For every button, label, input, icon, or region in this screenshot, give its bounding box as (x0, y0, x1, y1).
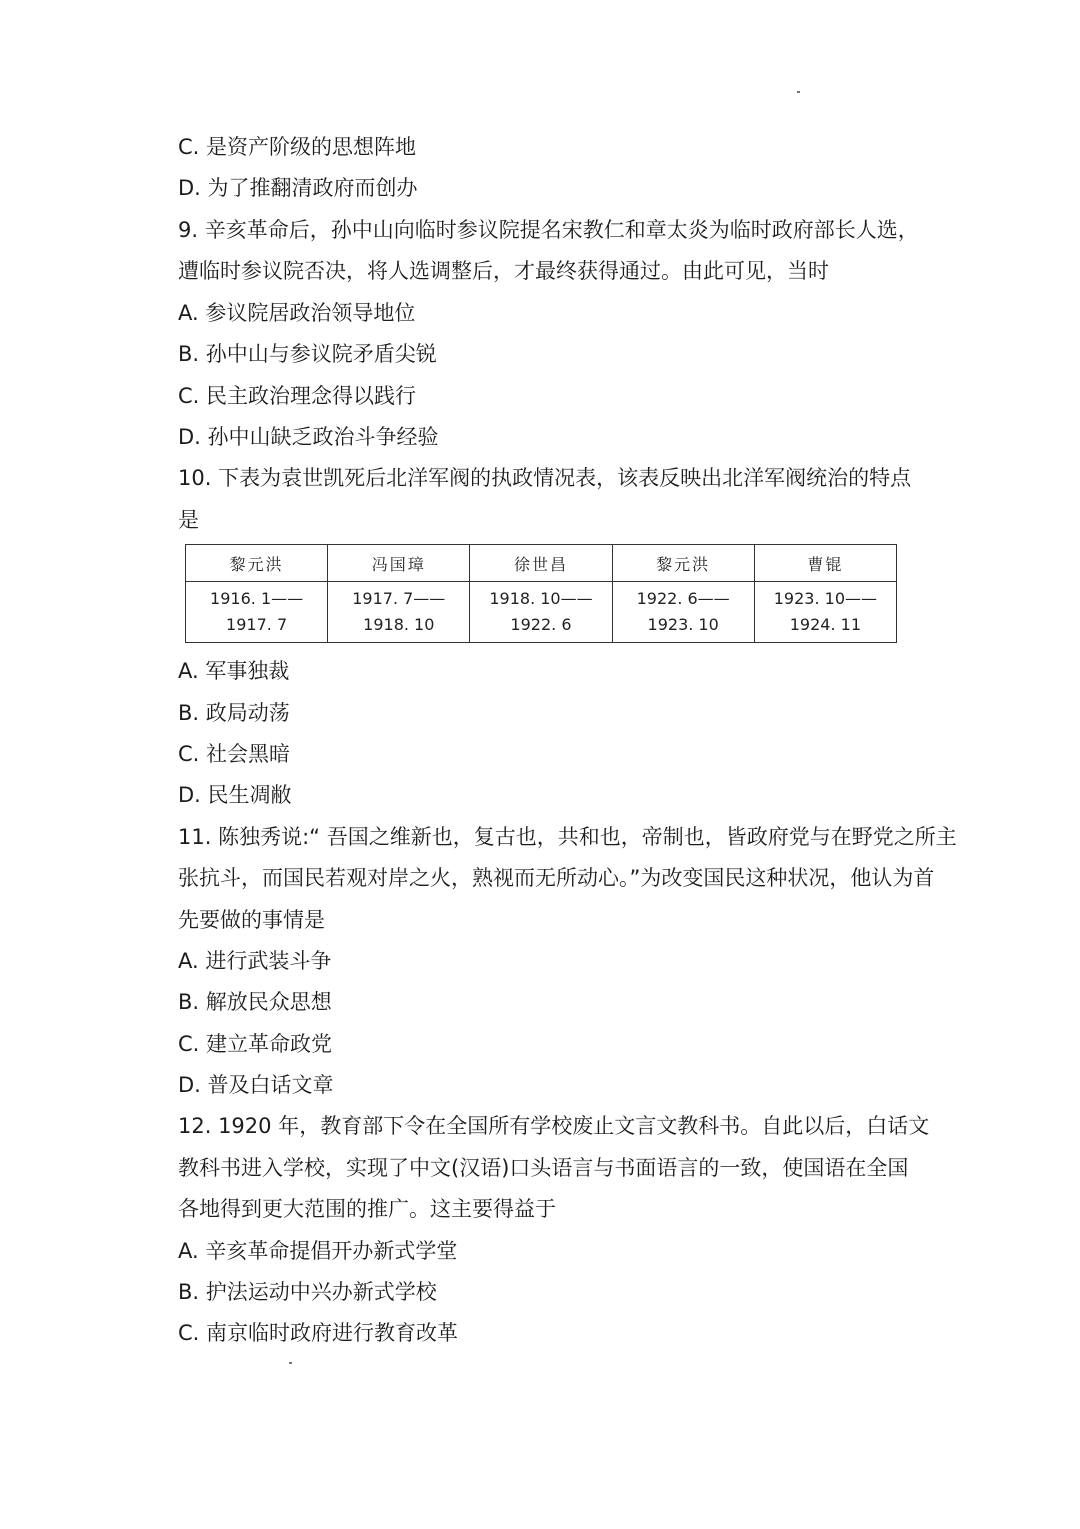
option-c-q12: C. 南京临时政府进行教育改革 (178, 1321, 459, 1345)
option-b-q9: B. 孙中山与参议院矛盾尖锐 (178, 342, 437, 366)
table-cell (186, 582, 328, 643)
term-start: 1918. 10—— (489, 589, 593, 608)
question-11-line2: 张抗斗，而国民若观对岸之火，熟视而无所动心。”为改变国民这种状况，他认为首 (178, 866, 935, 890)
question-11-line1: 11. 陈独秀说:“ 吾国之维新也，复古也，共和也，帝制也，皆政府党与在野党之所主 (178, 825, 957, 849)
option-a-q10: A. 军事独裁 (178, 659, 290, 683)
warlord-rule-table (185, 544, 897, 643)
question-12-line3: 各地得到更大范围的推广。这主要得益于 (178, 1197, 556, 1221)
line-d-q8: D. 为了推翻清政府而创办 (178, 176, 418, 200)
question-10-line1: 10. 下表为袁世凯死后北洋军阀的执政情况表，该表反映出北洋军阀统治的特点 (178, 466, 912, 490)
question-12-line2: 教科书进入学校，实现了中文(汉语)口头语言与书面语言的一致，使国语在全国 (178, 1156, 909, 1180)
term-start: 1923. 10—— (773, 589, 877, 608)
option-b-q12: B. 护法运动中兴办新式学校 (178, 1280, 437, 1304)
question-9-line1: 9. 辛亥革命后，孙中山向临时参议院提名宋教仁和章太炎为临时政府部长人选， (178, 218, 919, 242)
option-c-q11: C. 建立革命政党 (178, 1032, 333, 1056)
option-a-q12: A. 辛亥革命提倡开办新式学堂 (178, 1239, 458, 1263)
table-header-cell: 黎元洪 (612, 545, 754, 582)
term-end: 1917. 7 (226, 615, 288, 634)
table-cell (328, 582, 470, 643)
table-header-cell: 徐世昌 (470, 545, 612, 582)
table-header-cell: 黎元洪 (186, 545, 328, 582)
term-start: 1916. 1—— (210, 589, 304, 608)
table-header-cell: 曹锟 (754, 545, 896, 582)
table-header-cell: 冯国璋 (328, 545, 470, 582)
question-10-line2: 是 (178, 508, 199, 532)
table-cell (754, 582, 896, 643)
option-c-q10: C. 社会黑暗 (178, 742, 291, 766)
term-start: 1917. 7—— (352, 589, 446, 608)
question-9-line2: 遭临时参议院否决，将人选调整后，才最终获得通过。由此可见，当时 (178, 259, 829, 283)
table-header-row (186, 545, 897, 582)
term-end: 1923. 10 (647, 615, 719, 634)
option-b-q11: B. 解放民众思想 (178, 990, 332, 1014)
term-end: 1918. 10 (363, 615, 435, 634)
option-a-q9: A. 参议院居政治领导地位 (178, 301, 416, 325)
option-d-q11: D. 普及白话文章 (178, 1073, 334, 1097)
option-d-q10: D. 民生凋敝 (178, 783, 292, 807)
scan-speck (289, 1362, 292, 1364)
table-row (186, 582, 897, 643)
term-end: 1922. 6 (510, 615, 572, 634)
option-a-q11: A. 进行武装斗争 (178, 949, 332, 973)
scan-speck (797, 91, 800, 93)
term-end: 1924. 11 (789, 615, 861, 634)
line-c-q8: C. 是资产阶级的思想阵地 (178, 135, 417, 159)
term-start: 1922. 6—— (636, 589, 730, 608)
option-d-q9: D. 孙中山缺乏政治斗争经验 (178, 425, 439, 449)
table-cell (612, 582, 754, 643)
question-12-line1: 12. 1920 年，教育部下令在全国所有学校废止文言文教科书。自此以后，白话文 (178, 1114, 930, 1138)
option-c-q9: C. 民主政治理念得以践行 (178, 384, 417, 408)
question-11-line3: 先要做的事情是 (178, 908, 325, 932)
table-cell (470, 582, 612, 643)
option-b-q10: B. 政局动荡 (178, 701, 290, 725)
